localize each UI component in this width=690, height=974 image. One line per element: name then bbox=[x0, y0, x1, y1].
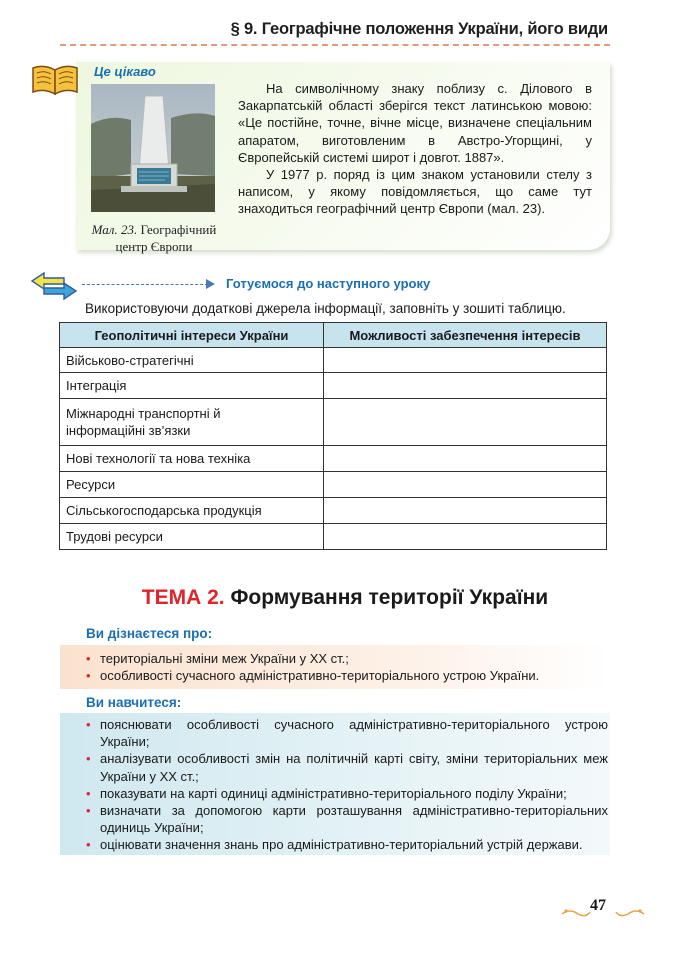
table-cell-label: Інтеграція bbox=[60, 373, 324, 399]
arrow-right-icon bbox=[206, 279, 215, 289]
photo-caption bbox=[82, 221, 226, 255]
skills-list bbox=[86, 716, 608, 854]
topic-name: Формування території України bbox=[230, 586, 549, 609]
list-item: • показувати на карті одиниці адміністративно-територіального поділу України; bbox=[86, 785, 567, 801]
table-header-cell: Можливості забезпечення інтересів bbox=[324, 323, 607, 348]
bullet-icon: • bbox=[86, 803, 91, 819]
table-cell-label: Міжнародні транспортні й інформаційні зв’язки bbox=[60, 399, 324, 446]
table-cell-value bbox=[324, 524, 607, 550]
table-row bbox=[60, 524, 607, 550]
next-lesson-dash-line bbox=[82, 284, 208, 285]
bullet-icon: • bbox=[86, 837, 91, 853]
caption-text: Географічний центр Європи bbox=[115, 222, 217, 254]
interesting-title: Це цікаво bbox=[94, 64, 156, 79]
bullet-icon: • bbox=[86, 668, 91, 684]
skills-section-title: Ви навчитеся: bbox=[86, 695, 182, 710]
next-lesson-title: Готуємося до наступного уроку bbox=[226, 276, 431, 291]
interesting-paragraph: У 1977 р. поряд із цим знаком установили стелу з написом, у якому повідомляється, що саме тут знаходиться географічний центр Європи (мал. 23). bbox=[238, 167, 592, 217]
next-lesson-instruction: Використовуючи додаткові джерела інформації, заповніть у зошиті таблицю. bbox=[85, 301, 566, 316]
list-item: • пояснювати особливості сучасного адміністративно-територіального устрою України; bbox=[86, 717, 608, 750]
table-row bbox=[60, 446, 607, 472]
europe-center-stele-photo bbox=[91, 84, 215, 212]
header-divider bbox=[60, 44, 610, 46]
table-row bbox=[60, 373, 607, 399]
list-item: • аналізувати особливості змін на політичній карті світу, зміни територіальних меж України у XX ст.; bbox=[86, 751, 608, 784]
geopolitical-interests-table bbox=[59, 322, 607, 550]
table-cell-label: Сільськогосподарська продукція bbox=[60, 498, 324, 524]
list-item: • особливості сучасного адміністративно-територіального устрою України. bbox=[86, 668, 540, 684]
topic-number: ТЕМА 2. bbox=[141, 586, 225, 609]
learn-section-title: Ви дізнаєтеся про: bbox=[86, 626, 213, 641]
table-row bbox=[60, 472, 607, 498]
table-row bbox=[60, 399, 607, 446]
topic-heading bbox=[0, 586, 690, 610]
bullet-icon: • bbox=[86, 717, 91, 732]
table-cell-label: Ресурси bbox=[60, 472, 324, 498]
bullet-icon: • bbox=[86, 751, 91, 767]
double-arrows-icon bbox=[30, 272, 78, 300]
learn-list bbox=[86, 650, 608, 684]
table-cell-value bbox=[324, 348, 607, 373]
table-header-row bbox=[60, 323, 607, 348]
page-number: 47 bbox=[590, 897, 606, 914]
table-cell-label: Трудові ресурси bbox=[60, 524, 324, 550]
table-cell-value bbox=[324, 446, 607, 472]
list-item: • оцінювати значення знань про адміністративно-територіальний устрій держави. bbox=[86, 837, 583, 853]
bullet-icon: • bbox=[86, 651, 91, 666]
bullet-icon: • bbox=[86, 785, 91, 801]
table-row bbox=[60, 348, 607, 373]
page-header-title: § 9. Географічне положення України, його види bbox=[230, 20, 608, 38]
caption-label: Мал. 23. bbox=[91, 222, 138, 237]
table-cell-value bbox=[324, 472, 607, 498]
table-header-cell: Геополітичні інтереси України bbox=[60, 323, 324, 348]
open-book-icon bbox=[30, 62, 80, 96]
list-item: • визначати за допомогою карти розташування адміністративно-територіальних одиниць України; bbox=[86, 803, 608, 836]
table-cell-label: Військово-стратегічні bbox=[60, 348, 324, 373]
interesting-text bbox=[238, 80, 592, 218]
table-cell-label: Нові технології та нова техніка bbox=[60, 446, 324, 472]
table-cell-value bbox=[324, 399, 607, 446]
table-cell-value bbox=[324, 373, 607, 399]
table-cell-value bbox=[324, 498, 607, 524]
list-item: • територіальні зміни меж України у XX ст.; bbox=[86, 651, 349, 666]
interesting-paragraph: На символічному знаку поблизу с. Ділового в Закарпатській області зберігся текст латинською мовою: «Це постійне, точне, вічне місце, визначене спеціальним апаратом, виготовленим в Австро-Угорщині, у Європейській системі широт і довгот. 1887». bbox=[238, 81, 592, 165]
table-row bbox=[60, 498, 607, 524]
